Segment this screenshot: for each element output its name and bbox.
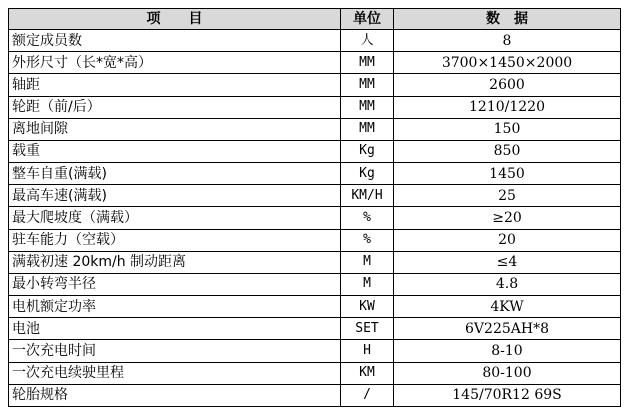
value-cell: ≤4: [394, 251, 621, 273]
item-cell: 驻车能力（空载）: [9, 229, 341, 251]
header-row: [9, 9, 621, 30]
value-cell: 850: [394, 140, 621, 162]
value-cell: 20: [394, 229, 621, 251]
table-row: [9, 229, 621, 251]
table-row: [9, 118, 621, 140]
header-data: 数 据: [394, 9, 621, 30]
unit-cell: MM: [341, 118, 394, 140]
table-row: [9, 384, 621, 406]
table-body: [9, 30, 621, 407]
item-cell: 离地间隙: [9, 118, 341, 140]
value-cell: 8: [394, 30, 621, 52]
table-row: [9, 340, 621, 362]
item-cell: 电机额定功率: [9, 296, 341, 318]
item-cell: 整车自重(满载): [9, 163, 341, 185]
table-row: [9, 52, 621, 74]
value-cell: 1210/1220: [394, 96, 621, 118]
value-cell: 6V225AH*8: [394, 318, 621, 340]
unit-cell: SET: [341, 318, 394, 340]
value-cell: 1450: [394, 163, 621, 185]
value-cell: 80-100: [394, 362, 621, 384]
item-cell: 最小转弯半径: [9, 273, 341, 295]
unit-cell: M: [341, 273, 394, 295]
item-cell: 轮距（前/后）: [9, 96, 341, 118]
unit-cell: H: [341, 340, 394, 362]
table-row: [9, 296, 621, 318]
table-row: [9, 30, 621, 52]
table-row: [9, 185, 621, 207]
item-cell: 轴距: [9, 74, 341, 96]
unit-cell: Kg: [341, 163, 394, 185]
item-cell: 最大爬坡度（满载）: [9, 207, 341, 229]
item-cell: 一次充电续驶里程: [9, 362, 341, 384]
value-cell: 145/70R12 69S: [394, 384, 621, 406]
item-cell: 电池: [9, 318, 341, 340]
table-row: [9, 140, 621, 162]
value-cell: 4.8: [394, 273, 621, 295]
table-row: [9, 163, 621, 185]
unit-cell: MM: [341, 96, 394, 118]
unit-cell: MM: [341, 74, 394, 96]
table-row: [9, 318, 621, 340]
table-row: [9, 74, 621, 96]
unit-cell: 人: [341, 30, 394, 52]
unit-cell: KW: [341, 296, 394, 318]
spec-table: [8, 8, 621, 407]
unit-cell: KM: [341, 362, 394, 384]
item-cell: 满载初速 20km/h 制动距离: [9, 251, 341, 273]
table-row: [9, 251, 621, 273]
item-cell: 载重: [9, 140, 341, 162]
value-cell: 25: [394, 185, 621, 207]
unit-cell: MM: [341, 52, 394, 74]
item-cell: 外形尺寸（长*宽*高）: [9, 52, 341, 74]
value-cell: 8-10: [394, 340, 621, 362]
value-cell: 3700×1450×2000: [394, 52, 621, 74]
table-row: [9, 362, 621, 384]
value-cell: 150: [394, 118, 621, 140]
item-cell: 最高车速(满载): [9, 185, 341, 207]
value-cell: 2600: [394, 74, 621, 96]
item-cell: 一次充电时间: [9, 340, 341, 362]
table-row: [9, 96, 621, 118]
item-cell: 额定成员数: [9, 30, 341, 52]
unit-cell: %: [341, 207, 394, 229]
unit-cell: M: [341, 251, 394, 273]
item-cell: 轮胎规格: [9, 384, 341, 406]
value-cell: 4KW: [394, 296, 621, 318]
unit-cell: Kg: [341, 140, 394, 162]
header-item: 项 目: [9, 9, 341, 30]
unit-cell: %: [341, 229, 394, 251]
value-cell: ≥20: [394, 207, 621, 229]
table-row: [9, 207, 621, 229]
unit-cell: KM/H: [341, 185, 394, 207]
table-row: [9, 273, 621, 295]
unit-cell: /: [341, 384, 394, 406]
header-unit: 单位: [341, 9, 394, 30]
